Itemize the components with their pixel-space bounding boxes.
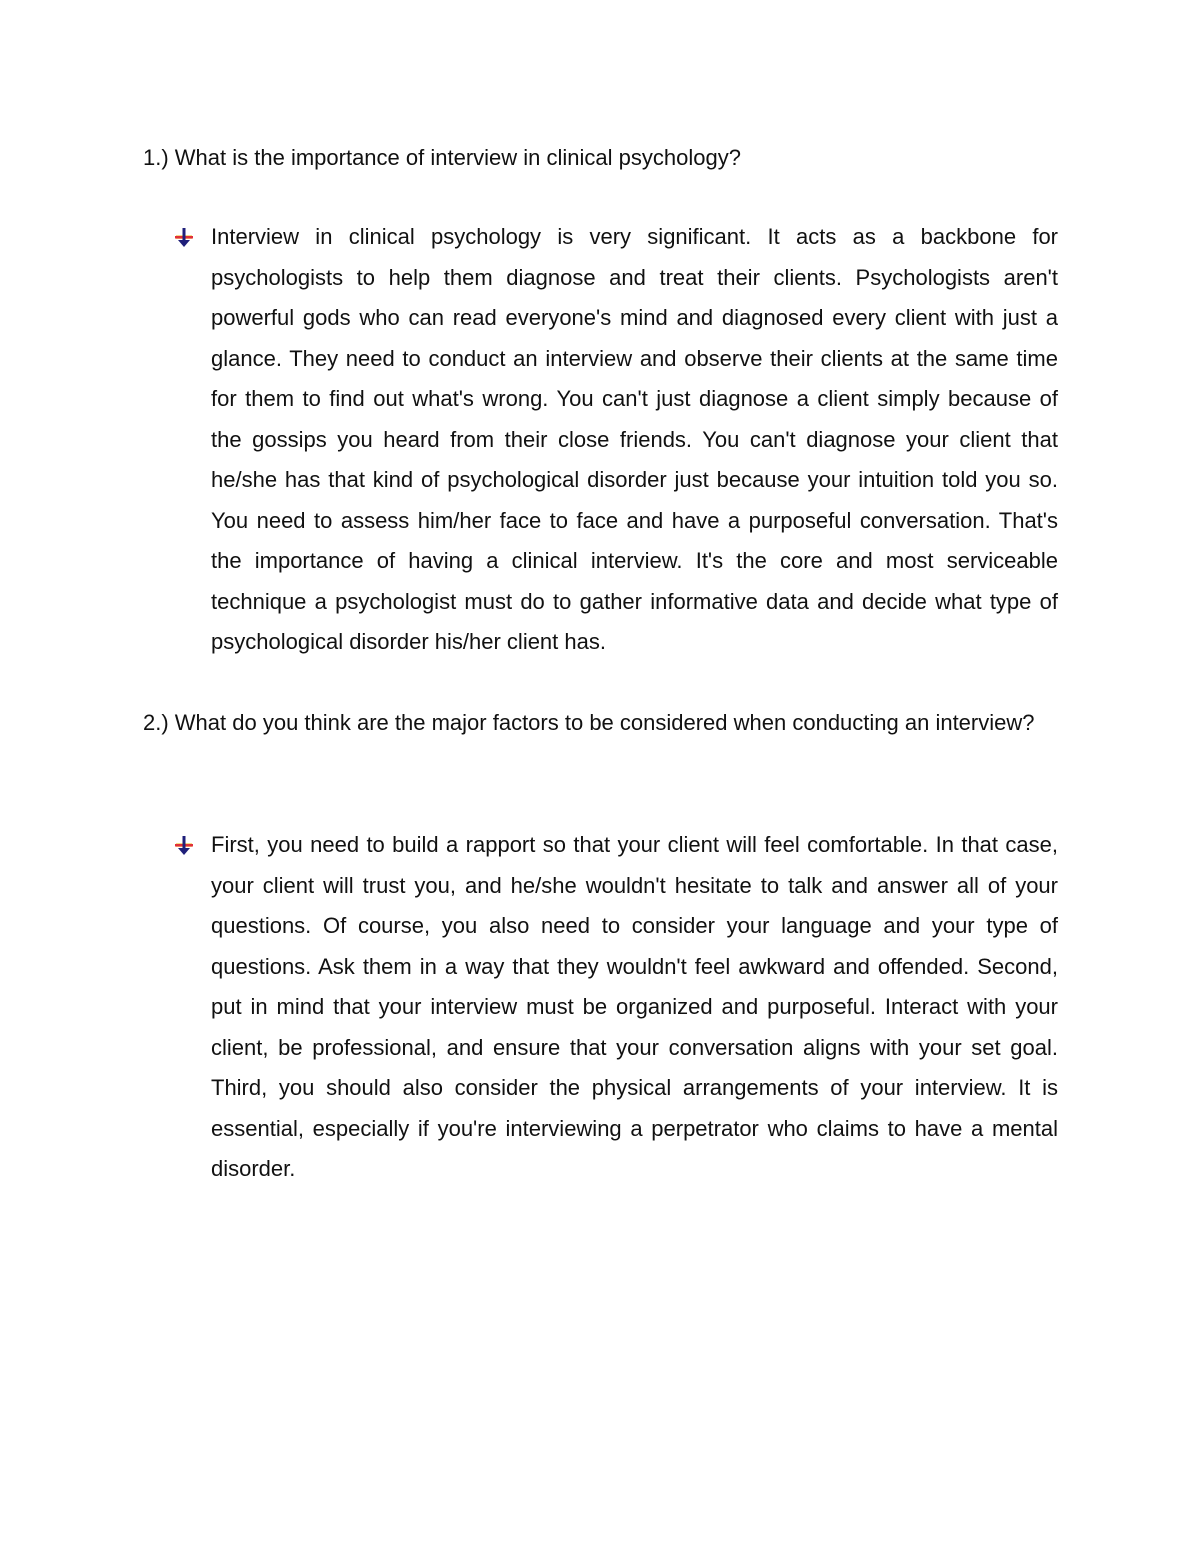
arrow-down-bullet-icon (172, 834, 196, 858)
arrow-down-bullet-icon (172, 226, 196, 250)
question-2: 2.) What do you think are the major factors to be considered when conducting an interview? (143, 710, 1035, 735)
question-1: 1.) What is the importance of interview in clinical psychology? (143, 145, 741, 170)
answer-1: Interview in clinical psychology is very significant. It acts as a backbone for psychologists to help them diagnose and treat their clients. Psychologists aren't powerful gods who can read everyone's mind and diagnosed every client with just a glance. They need to conduct an interview and observe their clients at the same time for them to find out what's wrong. You can't just diagnose a client simply because of the gossips you heard from their close friends. You can't diagnose your client that he/she has that kind of psychological disorder just because your intuition told you so. You need to assess him/her face to face and have a purposeful conversation. That's the importance of having a clinical interview. It's the core and most serviceable technique a psychologist must do to gather informative data and decide what type of psychological disorder his/her client has. (211, 224, 1058, 654)
answer-2: First, you need to build a rapport so that your client will feel comfortable. In that case, your client will trust you, and he/she wouldn't hesitate to talk and answer all of your questions. Of course, you also need to consider your language and your type of questions. Ask them in a way that they wouldn't feel awkward and offended. Second, put in mind that your interview must be organized and purposeful. Interact with your client, be professional, and ensure that your conversation aligns with your set goal. Third, you should also consider the physical arrangements of your interview. It is essential, especially if you're interviewing a perpetrator who claims to have a mental disorder. (211, 832, 1058, 1181)
